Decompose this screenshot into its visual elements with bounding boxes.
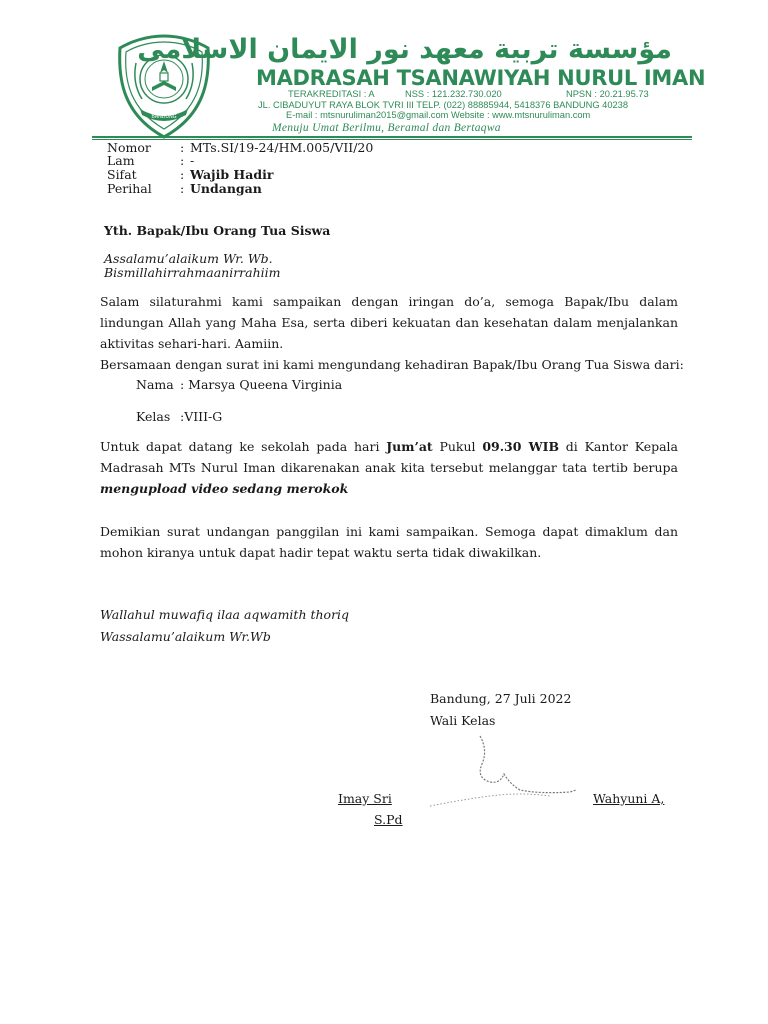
lam-value: -	[190, 153, 195, 168]
nomor-value: MTs.SI/19-24/HM.005/VII/20	[190, 140, 374, 155]
summons-time: 09.30 WIB	[482, 439, 560, 454]
perihal-separator: :	[180, 181, 185, 196]
sifat-label: Sifat	[107, 167, 137, 182]
student-class-label: Kelas	[136, 409, 171, 424]
signature-scribble	[420, 730, 580, 810]
summons-text-3: di Kantor Kepala Madrasah MTs Nurul Iman dikarenakan anak kita tersebut melanggar tata tertib berupa	[100, 439, 678, 475]
greeting-basmalah: Bismillahirrahmaanirrahiim	[104, 265, 281, 280]
student-name-label: Nama	[136, 377, 174, 392]
sifat-value: Wajib Hadir	[190, 167, 274, 182]
school-contact: E-mail : mtsnuruliman2015@gmail.com Website : www.mtsnuruliman.com	[286, 110, 591, 120]
school-motto: Menuju Umat Berilmu, Beramal dan Bertaqwa	[272, 122, 501, 134]
student-name-value: : Marsya Queena Virginia	[180, 377, 343, 392]
closing-salam: Wassalamu’alaikum Wr.Wb	[100, 629, 271, 644]
signer-name-first: Imay Sri	[338, 791, 392, 806]
sifat-separator: :	[180, 167, 185, 182]
accreditation: TERAKREDITASI : A	[288, 89, 375, 99]
arabic-school-name: مؤسسة تربية معهد نور الايمان الاسلامى	[137, 34, 672, 65]
npsn: NPSN : 20.21.95.73	[566, 89, 649, 99]
summons-text-1: Untuk dapat datang ke sekolah pada hari	[100, 439, 387, 454]
summons-reason: mengupload video sedang merokok	[100, 481, 349, 496]
paragraph-invitation: Bersamaan dengan surat ini kami mengundang kehadiran Bapak/Ibu Orang Tua Siswa dari:	[100, 357, 684, 372]
signer-title: S.Pd	[374, 812, 403, 827]
paragraph-opening: Salam silaturahmi kami sampaikan dengan iringan do’a, semoga Bapak/Ibu dalam lindungan Allah yang Maha Esa, serta diberi kekuatan dan kesehatan dalam menjalankan aktivitas sehari-hari. Aamiin.	[100, 294, 678, 351]
perihal-label: Perihal	[107, 181, 152, 196]
header-divider	[92, 136, 692, 138]
nss: NSS : 121.232.730.020	[405, 89, 502, 99]
paragraph-closing: Demikian surat undangan panggilan ini kami sampaikan. Semoga dapat dimaklum dan mohon kiranya untuk dapat hadir tepat waktu serta tidak diwakilkan.	[100, 524, 678, 560]
school-address: JL. CIBADUYUT RAYA BLOK TVRI III TELP. (022) 88885944, 5418376 BANDUNG 40238	[258, 100, 629, 110]
lam-separator: :	[180, 153, 185, 168]
signer-name-last: Wahyuni A,	[593, 791, 665, 806]
nomor-separator: :	[180, 140, 185, 155]
paragraph-summons	[100, 436, 678, 499]
student-class-value: :VIII-G	[180, 409, 223, 424]
perihal-value: Undangan	[190, 181, 262, 196]
place-date: Bandung, 27 Juli 2022	[430, 691, 572, 706]
greeting-salam: Assalamu’alaikum Wr. Wb.	[104, 251, 273, 266]
summons-day: Jum’at	[386, 439, 433, 454]
signer-role: Wali Kelas	[430, 713, 496, 728]
closing-phrase: Wallahul muwafiq ilaa aqwamith thoriq	[100, 607, 350, 622]
nomor-label: Nomor	[107, 140, 151, 155]
summons-text-2: Pukul	[432, 439, 483, 454]
lam-label: Lam	[107, 153, 135, 168]
logo-text: BANDUNG	[151, 114, 177, 120]
addressee: Yth. Bapak/Ibu Orang Tua Siswa	[104, 223, 331, 238]
school-name: MADRASAH TSANAWIYAH NURUL IMAN	[256, 66, 706, 90]
